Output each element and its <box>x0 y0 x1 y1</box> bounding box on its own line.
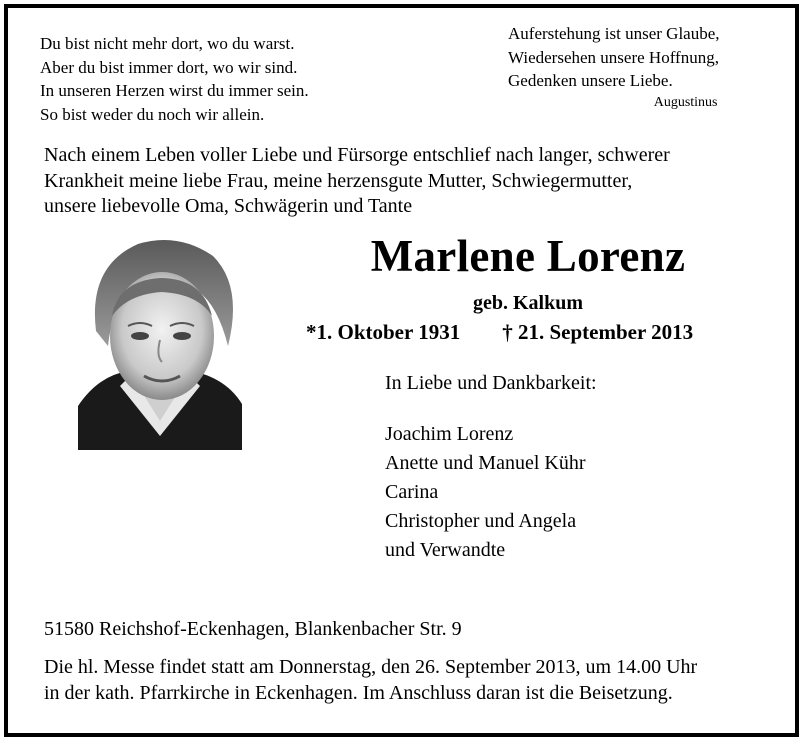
death-date: † 21. September 2013 <box>502 320 694 344</box>
service-line: in der kath. Pfarrkirche in Eckenhagen. Im Anschluss daran ist die Beisetzung. <box>44 682 673 704</box>
portrait-photo <box>78 236 242 450</box>
poem-left-line: Aber du bist immer dort, wo wir sind. <box>40 57 298 77</box>
mourner-name: Anette und Manuel Kühr <box>385 452 586 474</box>
poem-right <box>508 22 720 113</box>
mourners-list <box>385 420 586 565</box>
intro-line: Krankheit meine liebe Frau, meine herzensgute Mutter, Schwiegermutter, <box>44 169 633 192</box>
life-dates <box>306 320 693 345</box>
poem-left-line: In unseren Herzen wirst du immer sein. <box>40 81 309 100</box>
service-info <box>44 654 697 706</box>
service-line: Die hl. Messe findet statt am Donnerstag, den 26. September 2013, um 14.00 Uhr <box>44 656 698 678</box>
mourners-heading: In Liebe und Dankbarkeit: <box>385 372 597 394</box>
intro-line: unsere liebevolle Oma, Schwägerin und Tante <box>44 195 413 217</box>
mourner-name: Christopher und Angela <box>385 510 577 532</box>
mourner-name: Carina <box>385 481 439 503</box>
intro-text <box>44 143 670 220</box>
poem-left <box>40 32 309 126</box>
poem-right-line: Auferstehung ist unser Glaube, <box>508 24 720 43</box>
deceased-name: Marlene Lorenz <box>370 231 686 281</box>
maiden-name: geb. Kalkum <box>472 292 584 314</box>
mourner-name: und Verwandte <box>385 539 506 561</box>
address: 51580 Reichshof-Eckenhagen, Blankenbacher Str. 9 <box>44 618 462 640</box>
poem-left-line: Du bist nicht mehr dort, wo du warst. <box>40 34 295 53</box>
mourner-name: Joachim Lorenz <box>385 423 514 445</box>
birth-date: *1. Oktober 1931 <box>306 320 461 344</box>
poem-right-line: Gedenken unsere Liebe. <box>508 71 673 90</box>
intro-line: Nach einem Leben voller Liebe und Fürsorge entschlief nach langer, schwerer <box>44 144 670 166</box>
poem-right-line: Wiedersehen unsere Hoffnung, <box>508 47 719 67</box>
portrait-image <box>78 236 242 450</box>
poem-author: Augustinus <box>653 94 718 110</box>
poem-left-line: So bist weder du noch wir allein. <box>40 104 265 124</box>
